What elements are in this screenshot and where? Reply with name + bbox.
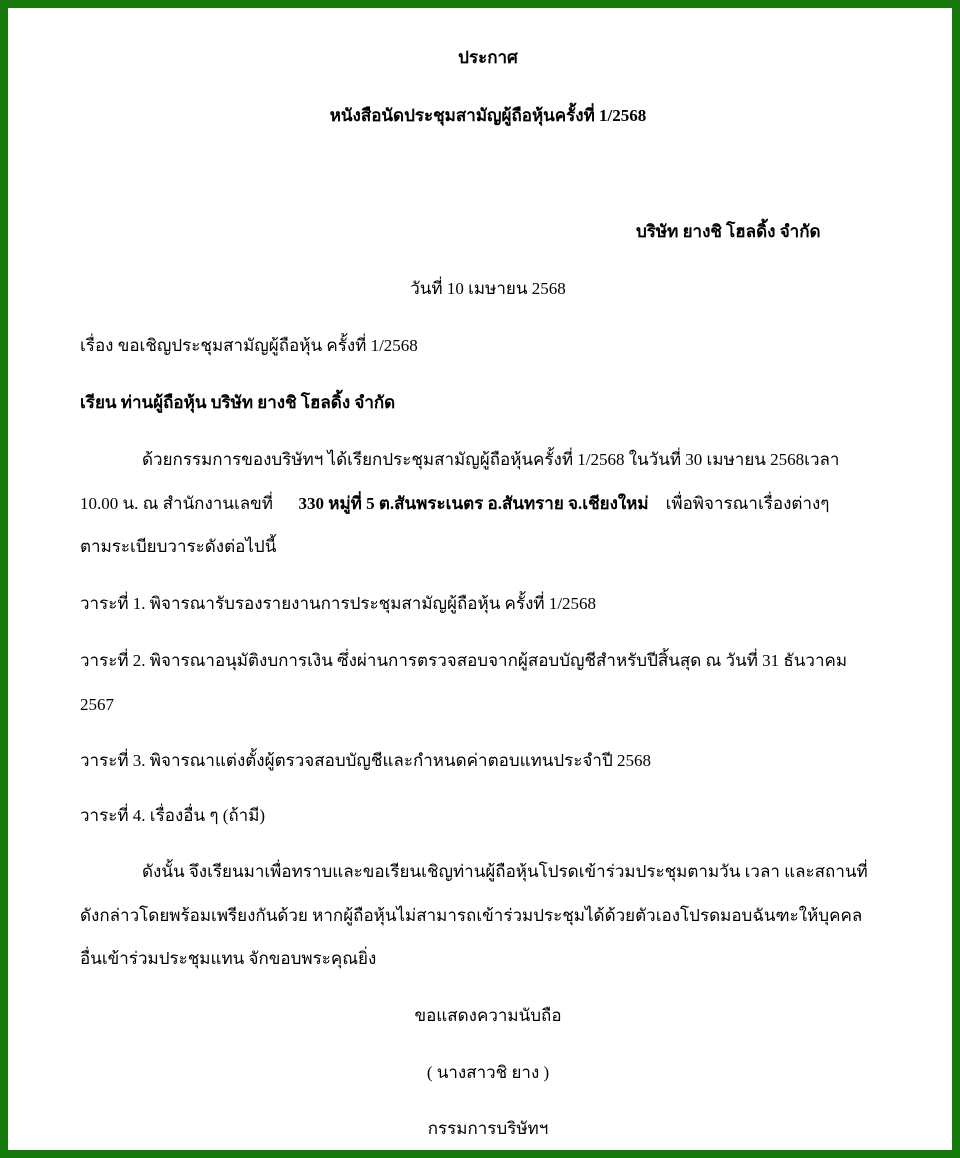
subject-line: เรื่อง ขอเชิญประชุมสามัญผู้ถือหุ้น ครั้งที่ 1/2568: [80, 336, 418, 355]
recipient-prefix: เรียน ท่านผู้ถือหุ้น: [80, 393, 207, 412]
agenda-item-2: วาระที่ 2. พิจารณาอนุมัติงบการเงิน ซึ่งผ่านการตรวจสอบจากผู้สอบบัญชีสำหรับปีสิ้นสุด ณ วันที่ 31 ธันวาคม: [80, 651, 848, 670]
intro-line-2: [80, 493, 829, 515]
closing-line-1: ดังนั้น จึงเรียนมาเพื่อทราบและขอเรียนเชิญท่านผู้ถือหุ้นโปรดเข้าร่วมประชุมตามวัน เวลา และสถานที่: [142, 862, 868, 881]
agenda-item-4: วาระที่ 4. เรื่องอื่น ๆ (ถ้ามี): [80, 806, 266, 825]
signature-position: กรรมการบริษัทฯ: [427, 1119, 549, 1138]
intro-line-3: ตามระเบียบวาระดังต่อไปนี้: [80, 537, 277, 556]
signature-name: ( นางสาวชิ ยาง ): [426, 1063, 550, 1082]
closing-line-3: อื่นเข้าร่วมประชุมแทน จักขอบพระคุณยิ่ง: [80, 949, 377, 968]
meeting-address: 330 หมู่ที่ 5 ต.สันพระเนตร อ.สันทราย จ.เชียงใหม่: [298, 494, 649, 513]
announcement-subtitle: หนังสือนัดประชุมสามัญผู้ถือหุ้นครั้งที่ 1/2568: [329, 106, 647, 125]
announcement-title: ประกาศ: [458, 48, 518, 67]
agenda-item-1: วาระที่ 1. พิจารณารับรองรายงานการประชุมสามัญผู้ถือหุ้น ครั้งที่ 1/2568: [80, 594, 597, 613]
agenda-item-2-continued: 2567: [80, 695, 114, 714]
agenda-item-3: วาระที่ 3. พิจารณาแต่งตั้งผู้ตรวจสอบบัญชีและกำหนดค่าตอบแทนประจำปี 2568: [80, 751, 651, 770]
company-name: บริษัท ยางชิ โฮลดิ้ง จำกัด: [636, 222, 821, 241]
intro-purpose: เพื่อพิจารณาเรื่องต่างๆ: [665, 494, 830, 513]
recipient-company: บริษัท ยางชิ โฮลดิ้ง จำกัด: [210, 393, 396, 412]
signature-regards: ขอแสดงความนับถือ: [414, 1006, 562, 1025]
intro-time-place: 10.00 น. ณ สำนักงานเลขที่: [80, 494, 274, 513]
intro-line-1: ด้วยกรรมการของบริษัทฯ ได้เรียกประชุมสามัญผู้ถือหุ้นครั้งที่ 1/2568 ในวันที่ 30 เมษายน 2568เวลา: [142, 450, 840, 469]
recipient-line: [80, 392, 395, 414]
letter-date: วันที่ 10 เมษายน 2568: [410, 279, 566, 298]
closing-line-2: ดังกล่าวโดยพร้อมเพรียงกันด้วย หากผู้ถือหุ้นไม่สามารถเข้าร่วมประชุมได้ด้วยตัวเองโปรดมอบฉันฑะให้บุคคล: [80, 906, 863, 925]
